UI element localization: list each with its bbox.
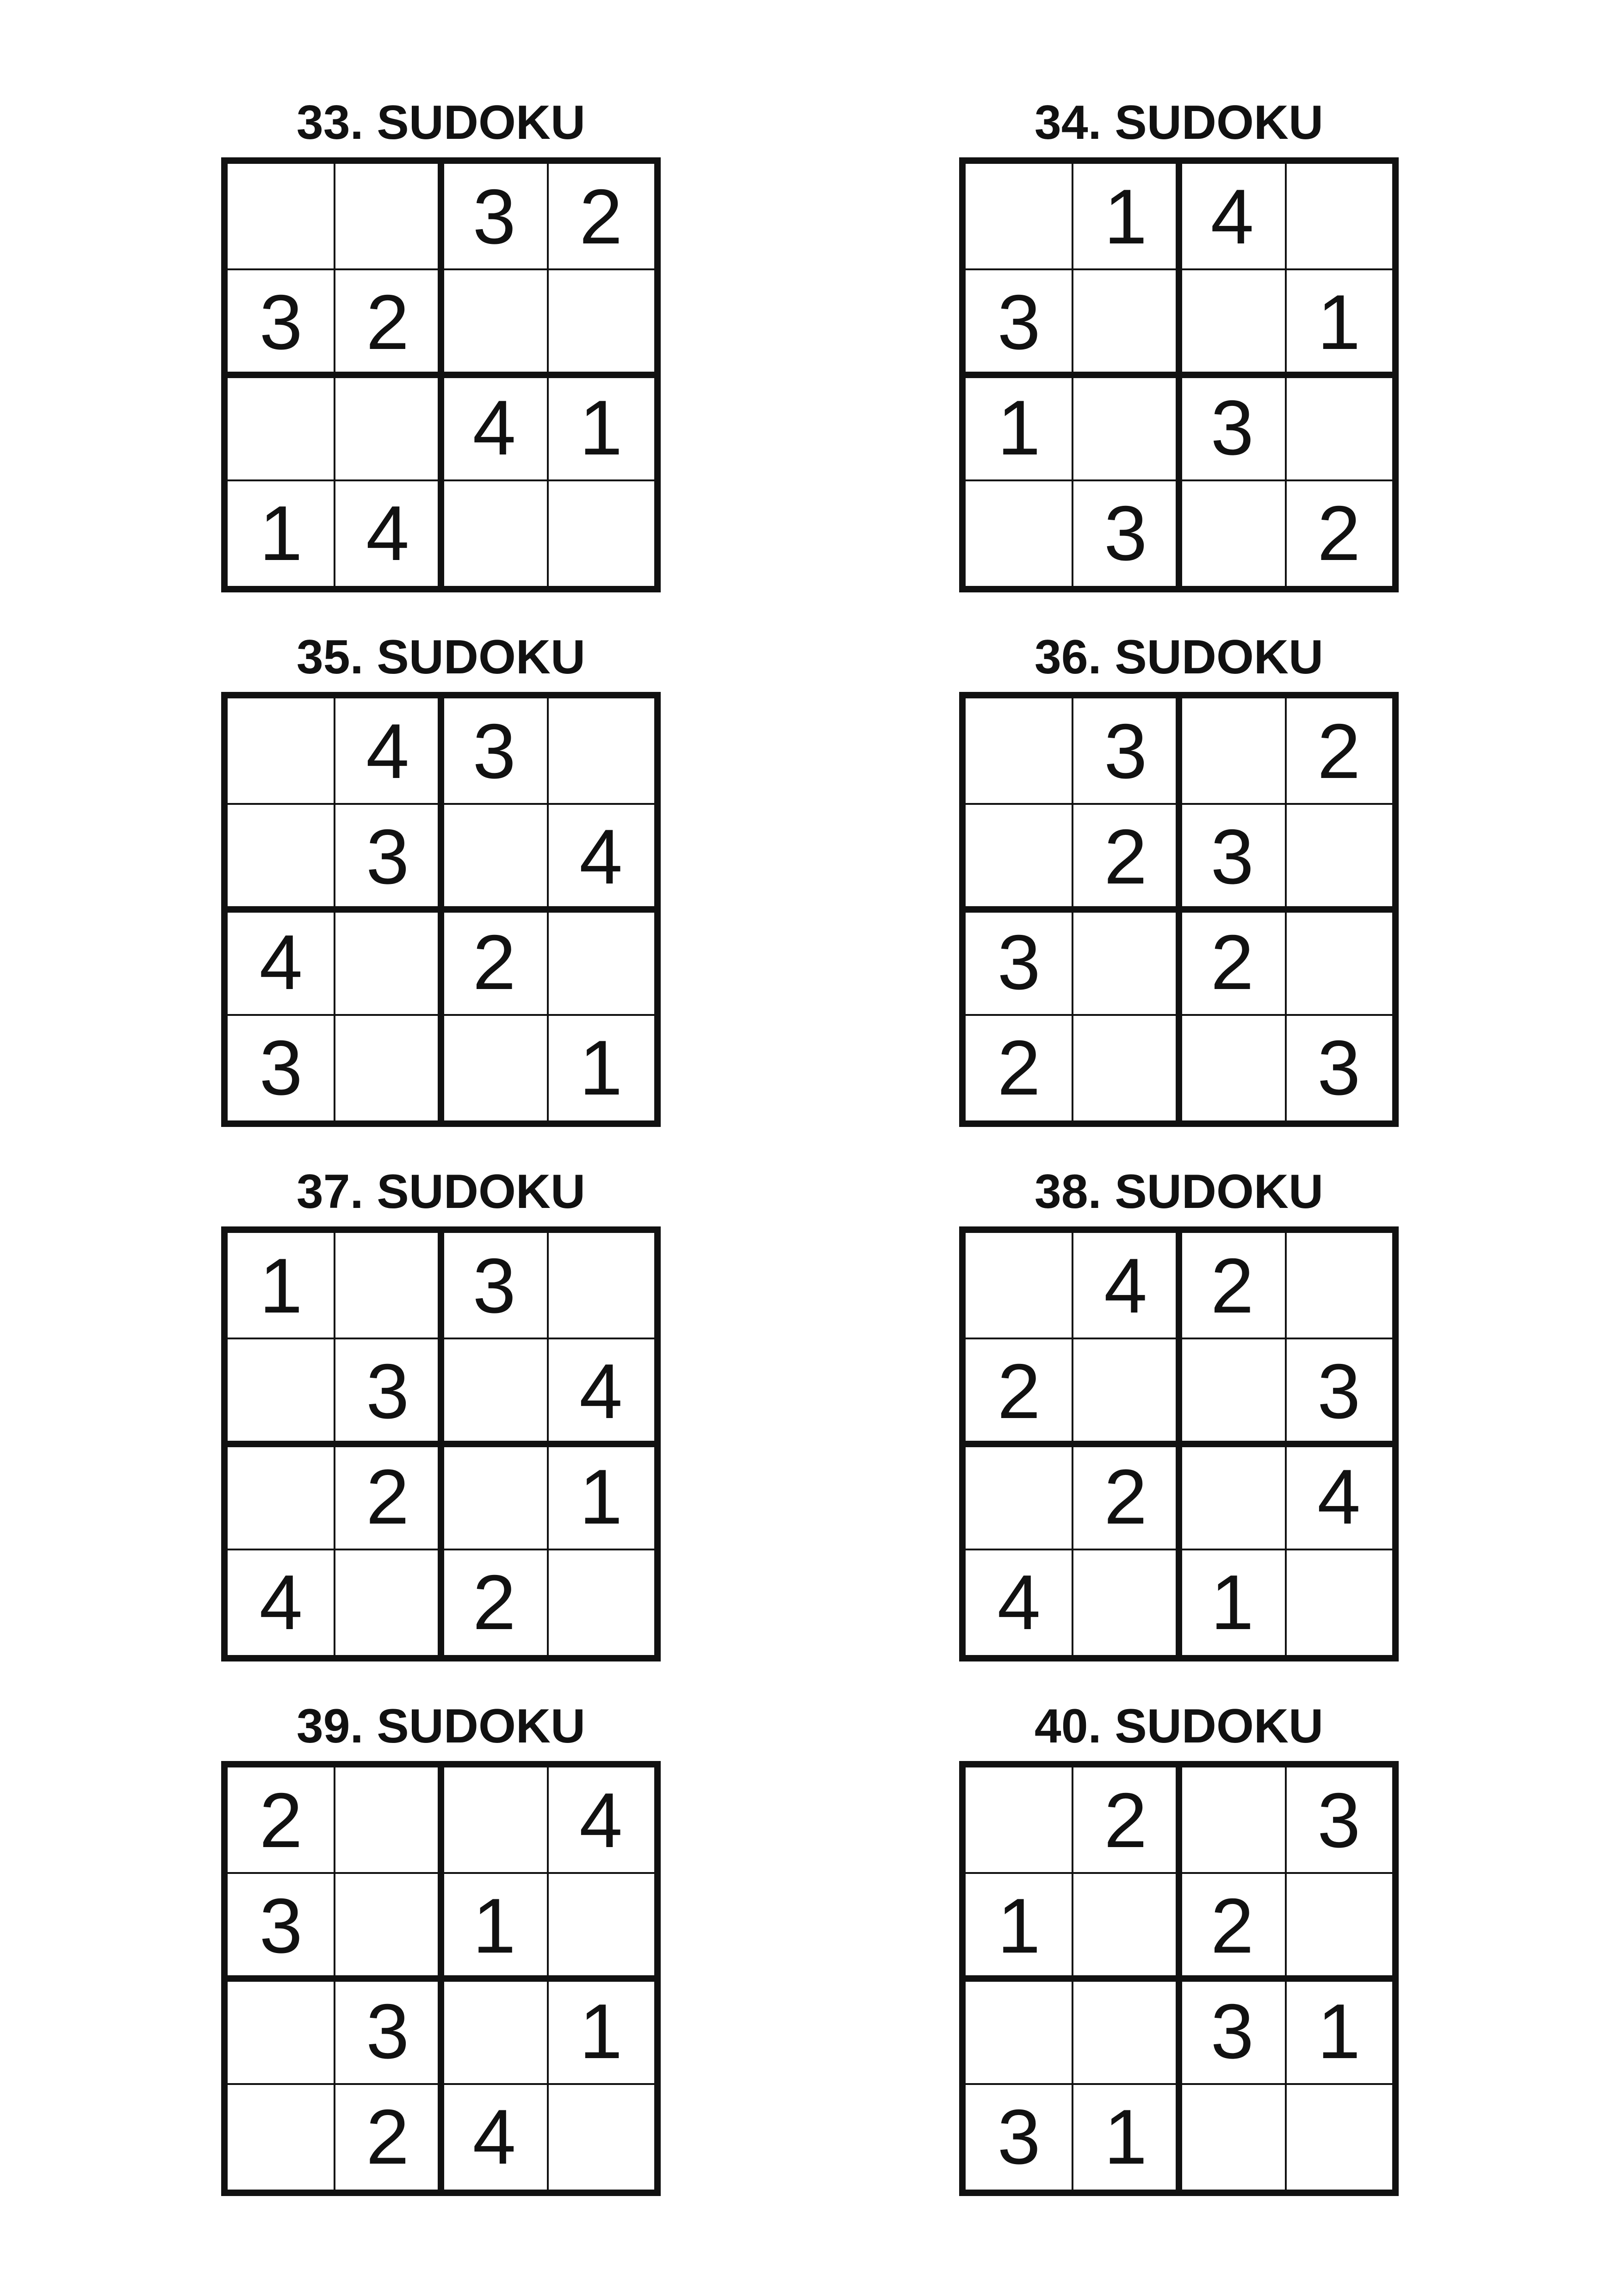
sudoku-cell: 2 <box>1104 1453 1147 1540</box>
sudoku-cell: 2 <box>366 2093 409 2180</box>
sudoku-cell <box>335 164 441 269</box>
box-divider-horizontal <box>966 372 1392 378</box>
sudoku-cell <box>1072 1549 1179 1655</box>
sudoku-cell: 3 <box>472 1242 516 1329</box>
sudoku-cell <box>1072 1979 1179 2084</box>
sudoku-cell <box>335 909 441 1015</box>
sudoku-cell <box>335 1873 441 1979</box>
sudoku-cell <box>548 269 655 375</box>
sudoku-cell: 3 <box>997 919 1041 1006</box>
puzzle-title: 36. SUDOKU <box>1034 630 1324 684</box>
sudoku-cell: 3 <box>472 173 516 260</box>
sudoku-cell: 3 <box>997 2093 1041 2180</box>
sudoku-cell: 2 <box>1104 1777 1147 1864</box>
sudoku-cell: 3 <box>1317 1777 1361 1864</box>
sudoku-cell: 1 <box>997 1882 1041 1969</box>
box-divider-horizontal <box>228 1975 654 1982</box>
sudoku-cell: 4 <box>1210 173 1254 260</box>
sudoku-cell: 1 <box>997 384 1041 471</box>
sudoku-grid <box>221 157 661 592</box>
sudoku-cell: 1 <box>1104 2093 1147 2180</box>
sudoku-cell <box>335 1767 441 1873</box>
sudoku-cell <box>228 698 335 804</box>
sudoku-cell: 4 <box>579 1348 623 1435</box>
sudoku-cell: 1 <box>579 1988 623 2075</box>
sudoku-cell: 1 <box>1317 279 1361 366</box>
puzzle-title: 33. SUDOKU <box>296 96 586 149</box>
sudoku-cell: 4 <box>1317 1453 1361 1540</box>
sudoku-cell <box>1072 1015 1179 1120</box>
sudoku-cell: 1 <box>579 384 623 471</box>
sudoku-cell: 4 <box>366 708 409 795</box>
cell-divider-horizontal <box>228 1872 654 1874</box>
puzzle-title: 37. SUDOKU <box>296 1165 586 1219</box>
sudoku-cell <box>966 164 1072 269</box>
sudoku-cell <box>1286 909 1393 1015</box>
sudoku-cell: 3 <box>1317 1024 1361 1111</box>
sudoku-grid <box>959 1761 1399 2196</box>
puzzle-title: 38. SUDOKU <box>1034 1165 1324 1219</box>
sudoku-cell: 4 <box>259 919 303 1006</box>
sudoku-cell: 2 <box>1210 1882 1254 1969</box>
sudoku-cell <box>548 698 655 804</box>
cell-divider-horizontal <box>966 1338 1392 1339</box>
sudoku-cell <box>228 1338 335 1444</box>
sudoku-cell <box>1179 480 1286 586</box>
cell-divider-horizontal <box>228 2083 654 2085</box>
sudoku-cell <box>548 2084 655 2190</box>
sudoku-cell: 3 <box>366 1348 409 1435</box>
box-divider-horizontal <box>228 372 654 378</box>
sudoku-cell <box>228 375 335 480</box>
sudoku-cell: 2 <box>366 1453 409 1540</box>
sudoku-cell: 2 <box>1210 919 1254 1006</box>
sudoku-cell <box>441 480 548 586</box>
sudoku-cell: 2 <box>1210 1242 1254 1329</box>
sudoku-cell: 4 <box>472 384 516 471</box>
sudoku-cell <box>1179 1338 1286 1444</box>
sudoku-cell: 3 <box>997 279 1041 366</box>
sudoku-cell <box>1286 1549 1393 1655</box>
box-divider-horizontal <box>228 906 654 913</box>
sudoku-cell: 4 <box>1104 1242 1147 1329</box>
sudoku-grid <box>959 1226 1399 1661</box>
sudoku-grid <box>221 1761 661 2196</box>
sudoku-cell: 1 <box>579 1024 623 1111</box>
sudoku-cell <box>228 1979 335 2084</box>
sudoku-cell <box>441 1444 548 1549</box>
cell-divider-horizontal <box>228 1549 654 1550</box>
sudoku-cell: 3 <box>259 1882 303 1969</box>
sudoku-cell: 1 <box>472 1882 516 1969</box>
sudoku-cell <box>1286 2084 1393 2190</box>
sudoku-cell: 4 <box>259 1559 303 1646</box>
sudoku-cell <box>228 2084 335 2190</box>
sudoku-cell <box>1179 698 1286 804</box>
sudoku-cell: 1 <box>259 1242 303 1329</box>
sudoku-cell <box>966 804 1072 909</box>
sudoku-cell <box>1286 1873 1393 1979</box>
sudoku-cell <box>1179 1767 1286 1873</box>
sudoku-cell: 2 <box>472 919 516 1006</box>
sudoku-cell <box>441 1979 548 2084</box>
sudoku-cell <box>1072 909 1179 1015</box>
cell-divider-horizontal <box>966 803 1392 805</box>
sudoku-cell: 2 <box>1317 490 1361 577</box>
sudoku-cell: 4 <box>579 813 623 900</box>
cell-divider-horizontal <box>228 268 654 270</box>
puzzle-title: 40. SUDOKU <box>1034 1699 1324 1753</box>
cell-divider-horizontal <box>228 479 654 481</box>
cell-divider-horizontal <box>966 268 1392 270</box>
puzzle-title: 34. SUDOKU <box>1034 96 1324 149</box>
cell-divider-horizontal <box>966 1014 1392 1016</box>
sudoku-grid <box>221 1226 661 1661</box>
sudoku-cell <box>966 1444 1072 1549</box>
box-divider-horizontal <box>966 906 1392 913</box>
cell-divider-horizontal <box>966 1549 1392 1550</box>
sudoku-cell <box>966 1979 1072 2084</box>
sudoku-cell <box>1286 804 1393 909</box>
sudoku-cell: 3 <box>472 708 516 795</box>
sudoku-cell <box>441 804 548 909</box>
sudoku-cell: 3 <box>1104 708 1147 795</box>
sudoku-cell <box>548 480 655 586</box>
sudoku-grid <box>959 157 1399 592</box>
sudoku-cell: 2 <box>366 279 409 366</box>
sudoku-cell <box>441 1338 548 1444</box>
box-divider-horizontal <box>228 1441 654 1447</box>
sudoku-cell: 4 <box>579 1777 623 1864</box>
cell-divider-horizontal <box>966 2083 1392 2085</box>
sudoku-cell <box>1179 1015 1286 1120</box>
sudoku-grid <box>959 692 1399 1127</box>
puzzle-title: 39. SUDOKU <box>296 1699 586 1753</box>
cell-divider-horizontal <box>966 479 1392 481</box>
sudoku-cell <box>548 909 655 1015</box>
sudoku-cell: 2 <box>997 1348 1041 1435</box>
sudoku-cell: 2 <box>997 1024 1041 1111</box>
sudoku-cell <box>966 1767 1072 1873</box>
sudoku-cell <box>441 1767 548 1873</box>
sudoku-cell: 3 <box>1210 1988 1254 2075</box>
cell-divider-horizontal <box>228 1014 654 1016</box>
cell-divider-horizontal <box>228 803 654 805</box>
sudoku-cell: 4 <box>366 490 409 577</box>
sudoku-cell <box>548 1549 655 1655</box>
sudoku-cell: 2 <box>1104 813 1147 900</box>
sudoku-cell <box>335 1015 441 1120</box>
sudoku-cell <box>1179 1444 1286 1549</box>
sudoku-cell: 3 <box>259 279 303 366</box>
box-divider-horizontal <box>966 1975 1392 1982</box>
sudoku-cell: 1 <box>1104 173 1147 260</box>
sudoku-cell <box>335 375 441 480</box>
sudoku-cell <box>1072 1338 1179 1444</box>
sudoku-cell: 1 <box>1210 1559 1254 1646</box>
sudoku-cell <box>1072 1873 1179 1979</box>
sudoku-cell <box>228 164 335 269</box>
sudoku-cell: 2 <box>259 1777 303 1864</box>
sudoku-cell <box>966 698 1072 804</box>
sudoku-cell: 1 <box>1317 1988 1361 2075</box>
puzzle-title: 35. SUDOKU <box>296 630 586 684</box>
sudoku-cell: 1 <box>579 1453 623 1540</box>
sudoku-cell <box>1286 164 1393 269</box>
sudoku-cell <box>228 804 335 909</box>
sudoku-cell <box>1072 375 1179 480</box>
cell-divider-horizontal <box>228 1338 654 1339</box>
sudoku-cell <box>1286 1233 1393 1338</box>
sudoku-cell <box>548 1233 655 1338</box>
sudoku-grid <box>221 692 661 1127</box>
sudoku-cell: 3 <box>366 1988 409 2075</box>
sudoku-cell <box>441 1015 548 1120</box>
sudoku-cell: 3 <box>1104 490 1147 577</box>
sudoku-cell: 3 <box>259 1024 303 1111</box>
sudoku-cell <box>548 1873 655 1979</box>
sudoku-cell: 1 <box>259 490 303 577</box>
sudoku-cell: 4 <box>472 2093 516 2180</box>
sudoku-cell <box>228 1444 335 1549</box>
cell-divider-horizontal <box>966 1872 1392 1874</box>
sudoku-cell <box>1286 375 1393 480</box>
sudoku-cell <box>441 269 548 375</box>
sudoku-cell <box>1179 2084 1286 2190</box>
sudoku-cell <box>1179 269 1286 375</box>
sudoku-cell: 2 <box>579 173 623 260</box>
sudoku-cell: 4 <box>997 1559 1041 1646</box>
sudoku-cell: 3 <box>366 813 409 900</box>
sudoku-cell: 3 <box>1210 384 1254 471</box>
sudoku-cell <box>335 1549 441 1655</box>
sudoku-cell <box>966 1233 1072 1338</box>
sudoku-cell <box>1072 269 1179 375</box>
sudoku-cell: 3 <box>1317 1348 1361 1435</box>
sudoku-cell: 3 <box>1210 813 1254 900</box>
sudoku-cell <box>335 1233 441 1338</box>
box-divider-horizontal <box>966 1441 1392 1447</box>
sudoku-cell: 2 <box>472 1559 516 1646</box>
sudoku-cell: 2 <box>1317 708 1361 795</box>
sudoku-cell <box>966 480 1072 586</box>
